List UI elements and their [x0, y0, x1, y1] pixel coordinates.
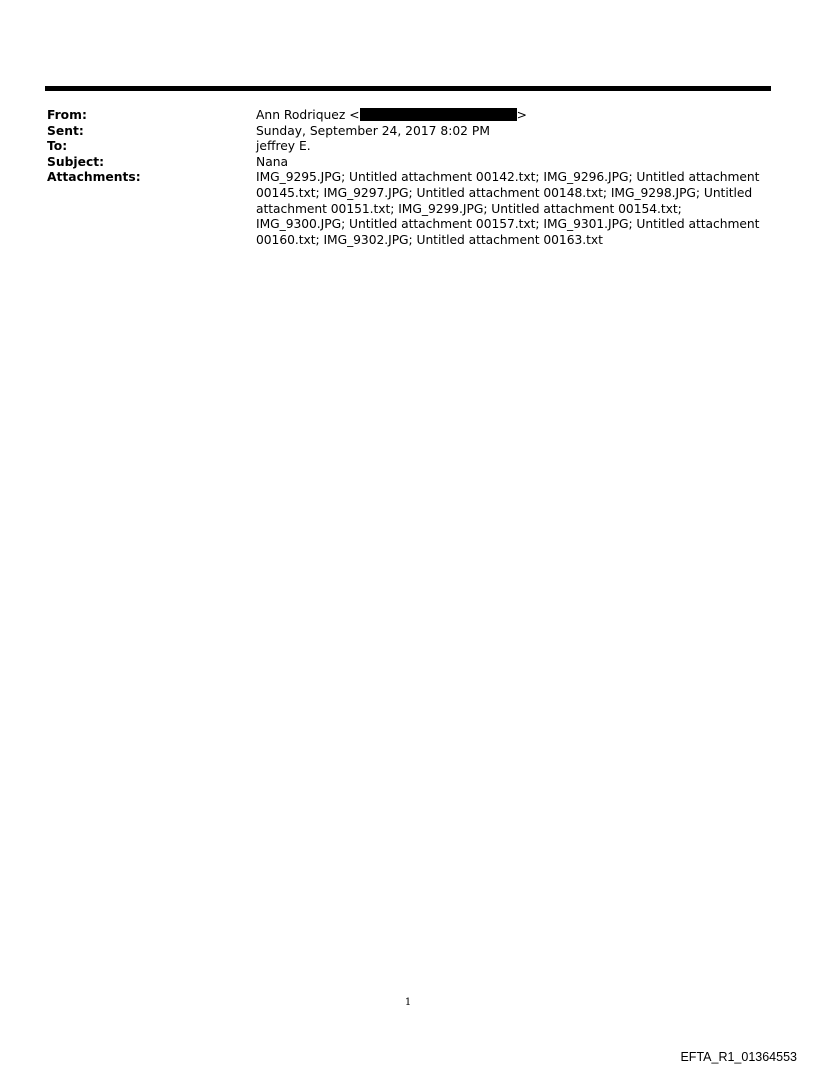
page-number: 1 [404, 997, 412, 1008]
redacted-email-address [360, 108, 517, 121]
email-open-bracket: < [349, 108, 360, 122]
attachments-label: Attachments: [47, 170, 141, 185]
sent-row [47, 124, 767, 140]
to-row [47, 139, 767, 155]
to-label: To: [47, 139, 68, 154]
header-divider [45, 86, 771, 91]
email-close-bracket: > [516, 108, 527, 122]
to-value: jeffrey E. [256, 139, 311, 154]
attachments-value: IMG_9295.JPG; Untitled attachment 00142.txt; IMG_9296.JPG; Untitled attachment 00145.txt; IMG_9297.JPG; Untitled attachment 00148.txt; IMG_9298.JPG; Untitled attachment 00151.txt; IMG_9299.JPG; Untitled attachment 00154.txt; IMG_9300.JPG; Untitled attachment 00157.txt; IMG_9301.JPG; Untitled attachment 00160.txt; IMG_9302.JPG; Untitled attachment 00163.txt [256, 170, 760, 247]
sender-name: Ann Rodriquez [256, 108, 346, 122]
attachments-row [47, 170, 767, 248]
subject-label: Subject: [47, 154, 105, 169]
from-label: From: [47, 108, 87, 122]
document-id: EFTA_R1_01364553 [680, 1050, 797, 1064]
from-row [47, 108, 767, 124]
from-value [256, 108, 767, 124]
email-header [47, 108, 767, 248]
sent-value: Sunday, September 24, 2017 8:02 PM [256, 123, 490, 138]
subject-row [47, 155, 767, 171]
sent-label: Sent: [47, 123, 84, 138]
subject-value: Nana [256, 154, 289, 169]
